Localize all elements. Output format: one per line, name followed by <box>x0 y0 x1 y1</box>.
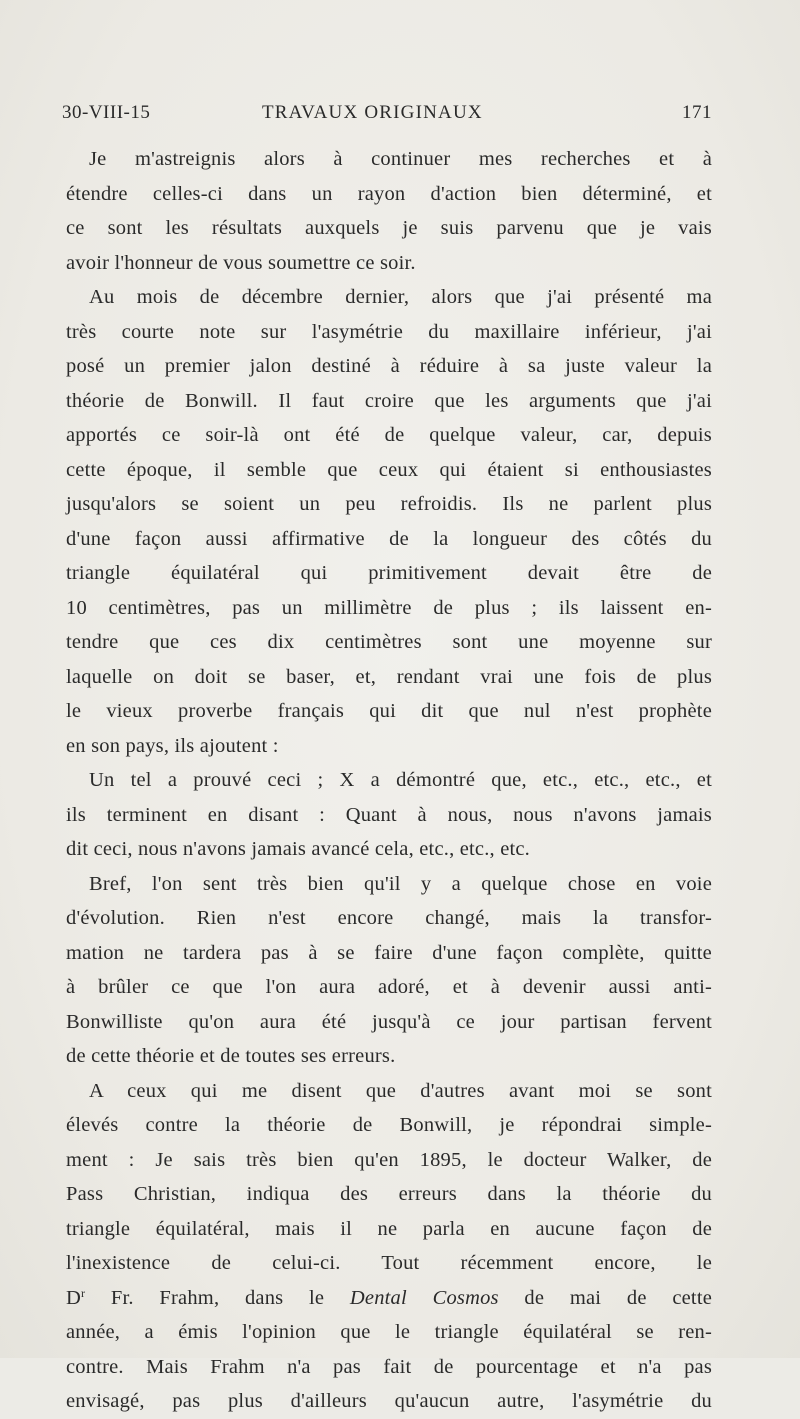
text-line: élevés contre la théorie de Bonwill, je répondrai simple- <box>66 1114 712 1136</box>
running-header <box>62 102 712 132</box>
text-line: étendre celles-ci dans un rayon d'action bien déterminé, et <box>66 182 712 205</box>
text-line: jusqu'alors se soient un peu refroidis. Ils ne parlent plus <box>66 493 712 515</box>
journal-title: Dental Cosmos <box>349 1286 499 1309</box>
text-segment: Fr. Frahm, dans le <box>85 1286 350 1309</box>
text-line: cette époque, il semble que ceux qui étaient si enthousiastes <box>66 458 712 481</box>
text-line: contre. Mais Frahm n'a pas fait de pourcentage et n'a pas <box>66 1355 712 1378</box>
text-line: Au mois de décembre dernier, alors que j'ai présenté ma <box>89 286 712 308</box>
text-line: de cette théorie et de toutes ses erreurs. <box>66 1045 396 1067</box>
text-line: ils terminent en disant : Quant à nous, nous n'avons jamais <box>66 803 712 826</box>
text-line: Bonwilliste qu'on aura été jusqu'à ce jour partisan fervent <box>66 1010 712 1033</box>
text-line: année, a émis l'opinion que le triangle équilatéral se ren- <box>66 1321 712 1343</box>
text-line: triangle équilatéral qui primitivement devait être de <box>66 562 712 584</box>
text-line: dit ceci, nous n'avons jamais avancé cela, etc., etc., etc. <box>66 838 531 860</box>
body-text <box>66 142 712 1419</box>
text-segment: de mai de cette <box>498 1286 713 1309</box>
text-line: Je m'astreignis alors à continuer mes recherches et à <box>89 148 712 170</box>
text-line: triangle équilatéral, mais il ne parla en aucune façon de <box>66 1217 712 1240</box>
text-line: 10 centimètres, pas un millimètre de plus ; ils laissent en- <box>66 596 712 619</box>
text-line: tendre que ces dix centimètres sont une moyenne sur <box>66 631 712 653</box>
text-line: à brûler ce que l'on aura adoré, et à devenir aussi anti- <box>66 976 712 998</box>
text-line: d'évolution. Rien n'est encore changé, mais la transfor- <box>66 907 712 929</box>
text-line: Un tel a prouvé ceci ; X a démontré que, etc., etc., etc., et <box>89 769 712 791</box>
text-line-dr-frahm <box>66 1281 712 1316</box>
text-line: posé un premier jalon destiné à réduire à sa juste valeur la <box>66 355 712 377</box>
text-line: ment : Je sais très bien qu'en 1895, le docteur Walker, de <box>66 1148 712 1171</box>
title-abbreviation: D <box>66 1286 82 1309</box>
text-line: en son pays, ils ajoutent : <box>66 734 279 757</box>
text-line: A ceux qui me disent que d'autres avant moi se sont <box>89 1079 712 1102</box>
text-line: avoir l'honneur de vous soumettre ce soir. <box>66 251 416 274</box>
text-line: envisagé, pas plus d'ailleurs qu'aucun autre, l'asymétrie du <box>66 1390 712 1412</box>
text-line: Bref, l'on sent très bien qu'il y a quelque chose en voie <box>89 872 712 895</box>
text-line: très courte note sur l'asymétrie du maxillaire inférieur, j'ai <box>66 320 712 343</box>
text-line: apportés ce soir-là ont été de quelque valeur, car, depuis <box>66 424 712 446</box>
text-line: d'une façon aussi affirmative de la longueur des côtés du <box>66 527 712 550</box>
text-line: le vieux proverbe français qui dit que nul n'est prophète <box>66 700 712 722</box>
header-date: 30-VIII-15 <box>62 102 151 123</box>
text-line: laquelle on doit se baser, et, rendant vrai une fois de plus <box>66 665 712 688</box>
text-line: ce sont les résultats auxquels je suis parvenu que je vais <box>66 217 712 239</box>
title-superscript: r <box>81 1285 86 1300</box>
text-line: l'inexistence de celui-ci. Tout récemment encore, le <box>66 1252 712 1274</box>
text-line: Pass Christian, indiqua des erreurs dans la théorie du <box>66 1183 712 1205</box>
text-line: théorie de Bonwill. Il faut croire que les arguments que j'ai <box>66 389 712 412</box>
text-line: mation ne tardera pas à se faire d'une façon complète, quitte <box>66 941 712 964</box>
header-section-title: TRAVAUX ORIGINAUX <box>262 102 483 123</box>
page-number: 171 <box>682 102 712 123</box>
